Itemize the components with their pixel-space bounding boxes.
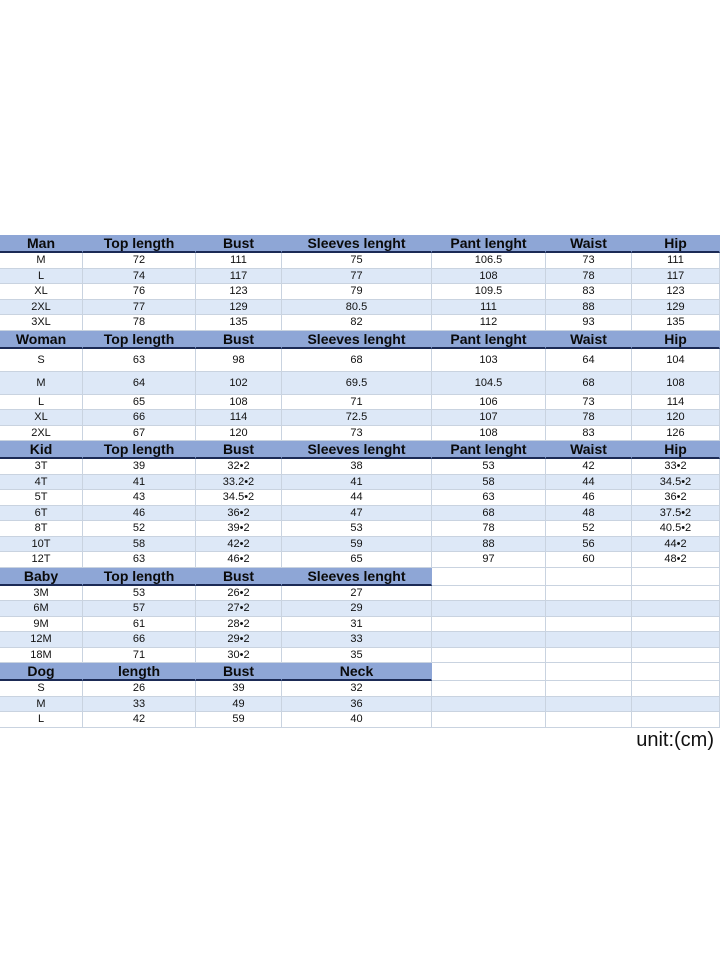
table-cell: 117: [632, 269, 720, 285]
table-cell: 129: [196, 300, 282, 316]
size-label: L: [0, 395, 83, 411]
size-label: XL: [0, 410, 83, 426]
column-header: Bust: [196, 441, 282, 459]
table-cell: 60: [546, 552, 632, 568]
column-header: Bust: [196, 235, 282, 253]
table-cell: 111: [432, 300, 546, 316]
table-cell: 40.5•2: [632, 521, 720, 537]
unit-label: unit:(cm): [636, 729, 714, 751]
table-cell: 78: [546, 269, 632, 285]
table-row: [0, 648, 720, 664]
table-cell: 26•2: [196, 586, 282, 602]
table-cell: 52: [83, 521, 196, 537]
empty-cell: [432, 712, 546, 728]
table-cell: 44: [282, 490, 432, 506]
table-cell: 65: [83, 395, 196, 411]
table-cell: 34.5•2: [632, 475, 720, 491]
size-label: M: [0, 697, 83, 713]
table-cell: 48: [546, 506, 632, 522]
table-cell: 30•2: [196, 648, 282, 664]
table-cell: 78: [432, 521, 546, 537]
table-cell: 73: [282, 426, 432, 442]
size-label: 6T: [0, 506, 83, 522]
empty-cell: [632, 632, 720, 648]
column-header: Pant lenght: [432, 441, 546, 459]
table-cell: 108: [632, 372, 720, 395]
table-cell: 98: [196, 349, 282, 372]
table-cell: 36•2: [196, 506, 282, 522]
table-cell: 63: [83, 349, 196, 372]
table-row: [0, 395, 720, 411]
table-cell: 27: [282, 586, 432, 602]
table-cell: 53: [282, 521, 432, 537]
table-row: [0, 253, 720, 269]
table-cell: 135: [632, 315, 720, 331]
column-header: Sleeves lenght: [282, 235, 432, 253]
table-cell: 26: [83, 681, 196, 697]
table-cell: 64: [546, 349, 632, 372]
table-row: [0, 349, 720, 372]
table-cell: 31: [282, 617, 432, 633]
empty-cell: [632, 663, 720, 681]
column-header: Pant lenght: [432, 235, 546, 253]
section-title: Woman: [0, 331, 83, 349]
table-cell: 47: [282, 506, 432, 522]
section-header-row: [0, 235, 720, 253]
table-cell: 43: [83, 490, 196, 506]
table-row: [0, 284, 720, 300]
table-cell: 41: [282, 475, 432, 491]
empty-cell: [432, 586, 546, 602]
column-header: Waist: [546, 331, 632, 349]
table-cell: 102: [196, 372, 282, 395]
table-cell: 104.5: [432, 372, 546, 395]
empty-cell: [632, 568, 720, 586]
table-cell: 111: [196, 253, 282, 269]
table-cell: 82: [282, 315, 432, 331]
table-cell: 79: [282, 284, 432, 300]
table-row: [0, 269, 720, 285]
table-row: [0, 632, 720, 648]
table-cell: 83: [546, 284, 632, 300]
empty-cell: [432, 632, 546, 648]
size-label: L: [0, 269, 83, 285]
table-row: [0, 490, 720, 506]
table-cell: 66: [83, 632, 196, 648]
table-row: [0, 552, 720, 568]
table-cell: 63: [432, 490, 546, 506]
empty-cell: [546, 681, 632, 697]
table-row: [0, 601, 720, 617]
table-cell: 117: [196, 269, 282, 285]
table-cell: 36: [282, 697, 432, 713]
size-label: 2XL: [0, 300, 83, 316]
size-label: 4T: [0, 475, 83, 491]
size-label: 9M: [0, 617, 83, 633]
table-row: [0, 372, 720, 395]
table-cell: 103: [432, 349, 546, 372]
section-header-row: [0, 441, 720, 459]
table-cell: 42: [83, 712, 196, 728]
table-row: [0, 537, 720, 553]
column-header: Bust: [196, 568, 282, 586]
table-row: [0, 410, 720, 426]
table-cell: 33.2•2: [196, 475, 282, 491]
table-cell: 72: [83, 253, 196, 269]
table-cell: 78: [546, 410, 632, 426]
table-cell: 114: [632, 395, 720, 411]
table-cell: 114: [196, 410, 282, 426]
table-row: [0, 315, 720, 331]
table-cell: 66: [83, 410, 196, 426]
table-cell: 111: [632, 253, 720, 269]
table-cell: 129: [632, 300, 720, 316]
table-cell: 123: [632, 284, 720, 300]
table-cell: 97: [432, 552, 546, 568]
table-cell: 59: [282, 537, 432, 553]
table-row: [0, 426, 720, 442]
column-header: Pant lenght: [432, 331, 546, 349]
empty-cell: [546, 648, 632, 664]
empty-cell: [632, 586, 720, 602]
table-cell: 107: [432, 410, 546, 426]
table-cell: 29: [282, 601, 432, 617]
column-header: Bust: [196, 663, 282, 681]
size-label: 8T: [0, 521, 83, 537]
table-cell: 32•2: [196, 459, 282, 475]
table-cell: 36•2: [632, 490, 720, 506]
column-header: Hip: [632, 441, 720, 459]
size-label: 10T: [0, 537, 83, 553]
table-cell: 126: [632, 426, 720, 442]
size-label: M: [0, 253, 83, 269]
section-title: Baby: [0, 568, 83, 586]
table-cell: 108: [432, 269, 546, 285]
table-cell: 78: [83, 315, 196, 331]
size-label: 12M: [0, 632, 83, 648]
table-cell: 75: [282, 253, 432, 269]
table-cell: 27•2: [196, 601, 282, 617]
table-cell: 67: [83, 426, 196, 442]
column-header: Sleeves lenght: [282, 441, 432, 459]
table-cell: 38: [282, 459, 432, 475]
table-cell: 68: [546, 372, 632, 395]
table-cell: 71: [282, 395, 432, 411]
table-cell: 58: [432, 475, 546, 491]
section-title: Man: [0, 235, 83, 253]
column-header: Sleeves lenght: [282, 568, 432, 586]
table-cell: 112: [432, 315, 546, 331]
empty-cell: [546, 663, 632, 681]
column-header: Hip: [632, 331, 720, 349]
table-cell: 120: [632, 410, 720, 426]
table-cell: 93: [546, 315, 632, 331]
empty-cell: [546, 697, 632, 713]
table-cell: 106: [432, 395, 546, 411]
table-cell: 40: [282, 712, 432, 728]
empty-cell: [432, 681, 546, 697]
table-cell: 37.5•2: [632, 506, 720, 522]
table-row: [0, 697, 720, 713]
table-cell: 33: [83, 697, 196, 713]
table-cell: 77: [282, 269, 432, 285]
size-label: 12T: [0, 552, 83, 568]
table-cell: 63: [83, 552, 196, 568]
size-label: 3T: [0, 459, 83, 475]
table-cell: 53: [83, 586, 196, 602]
section-header-row: [0, 568, 720, 586]
empty-cell: [546, 568, 632, 586]
table-cell: 74: [83, 269, 196, 285]
empty-cell: [632, 617, 720, 633]
table-cell: 80.5: [282, 300, 432, 316]
table-cell: 53: [432, 459, 546, 475]
column-header: Top length: [83, 331, 196, 349]
table-cell: 33•2: [632, 459, 720, 475]
table-cell: 88: [546, 300, 632, 316]
size-label: 5T: [0, 490, 83, 506]
empty-cell: [632, 601, 720, 617]
table-cell: 123: [196, 284, 282, 300]
table-cell: 39: [196, 681, 282, 697]
size-label: S: [0, 681, 83, 697]
size-label: S: [0, 349, 83, 372]
table-cell: 108: [432, 426, 546, 442]
column-header: length: [83, 663, 196, 681]
column-header: Top length: [83, 568, 196, 586]
table-row: [0, 475, 720, 491]
table-cell: 71: [83, 648, 196, 664]
table-cell: 72.5: [282, 410, 432, 426]
empty-cell: [432, 663, 546, 681]
column-header: Bust: [196, 331, 282, 349]
table-cell: 83: [546, 426, 632, 442]
empty-cell: [432, 617, 546, 633]
table-cell: 42: [546, 459, 632, 475]
size-label: M: [0, 372, 83, 395]
size-label: 6M: [0, 601, 83, 617]
table-cell: 33: [282, 632, 432, 648]
table-cell: 35: [282, 648, 432, 664]
table-row: [0, 300, 720, 316]
table-cell: 73: [546, 253, 632, 269]
empty-cell: [546, 601, 632, 617]
empty-cell: [432, 648, 546, 664]
table-cell: 106.5: [432, 253, 546, 269]
table-cell: 41: [83, 475, 196, 491]
section-title: Dog: [0, 663, 83, 681]
table-cell: 44: [546, 475, 632, 491]
table-cell: 48•2: [632, 552, 720, 568]
table-cell: 73: [546, 395, 632, 411]
size-label: 3XL: [0, 315, 83, 331]
table-cell: 77: [83, 300, 196, 316]
table-cell: 29•2: [196, 632, 282, 648]
table-cell: 120: [196, 426, 282, 442]
column-header: Waist: [546, 235, 632, 253]
table-cell: 88: [432, 537, 546, 553]
table-cell: 135: [196, 315, 282, 331]
table-cell: 46: [83, 506, 196, 522]
table-cell: 28•2: [196, 617, 282, 633]
empty-cell: [432, 568, 546, 586]
table-row: [0, 681, 720, 697]
section-header-row: [0, 663, 720, 681]
size-label: 18M: [0, 648, 83, 664]
empty-cell: [632, 697, 720, 713]
table-cell: 65: [282, 552, 432, 568]
table-cell: 46: [546, 490, 632, 506]
column-header: Top length: [83, 441, 196, 459]
table-cell: 46•2: [196, 552, 282, 568]
table-cell: 69.5: [282, 372, 432, 395]
empty-cell: [546, 586, 632, 602]
table-cell: 39: [83, 459, 196, 475]
size-chart-table: [0, 235, 720, 728]
section-header-row: [0, 331, 720, 349]
table-cell: 64: [83, 372, 196, 395]
table-cell: 56: [546, 537, 632, 553]
table-row: [0, 521, 720, 537]
table-cell: 44•2: [632, 537, 720, 553]
table-cell: 42•2: [196, 537, 282, 553]
size-label: 2XL: [0, 426, 83, 442]
empty-cell: [432, 601, 546, 617]
table-cell: 59: [196, 712, 282, 728]
table-cell: 49: [196, 697, 282, 713]
table-cell: 58: [83, 537, 196, 553]
table-cell: 68: [282, 349, 432, 372]
empty-cell: [632, 648, 720, 664]
table-cell: 68: [432, 506, 546, 522]
table-row: [0, 586, 720, 602]
column-header: Top length: [83, 235, 196, 253]
empty-cell: [546, 617, 632, 633]
section-title: Kid: [0, 441, 83, 459]
table-cell: 32: [282, 681, 432, 697]
table-row: [0, 459, 720, 475]
table-cell: 34.5•2: [196, 490, 282, 506]
table-row: [0, 506, 720, 522]
table-cell: 52: [546, 521, 632, 537]
empty-cell: [546, 632, 632, 648]
table-cell: 104: [632, 349, 720, 372]
table-row: [0, 617, 720, 633]
table-row: [0, 712, 720, 728]
column-header: Neck: [282, 663, 432, 681]
size-label: XL: [0, 284, 83, 300]
table-cell: 61: [83, 617, 196, 633]
table-cell: 109.5: [432, 284, 546, 300]
table-cell: 57: [83, 601, 196, 617]
empty-cell: [632, 712, 720, 728]
column-header: Waist: [546, 441, 632, 459]
column-header: Sleeves lenght: [282, 331, 432, 349]
column-header: Hip: [632, 235, 720, 253]
size-label: 3M: [0, 586, 83, 602]
empty-cell: [432, 697, 546, 713]
table-cell: 76: [83, 284, 196, 300]
empty-cell: [632, 681, 720, 697]
table-cell: 39•2: [196, 521, 282, 537]
table-cell: 108: [196, 395, 282, 411]
size-label: L: [0, 712, 83, 728]
empty-cell: [546, 712, 632, 728]
